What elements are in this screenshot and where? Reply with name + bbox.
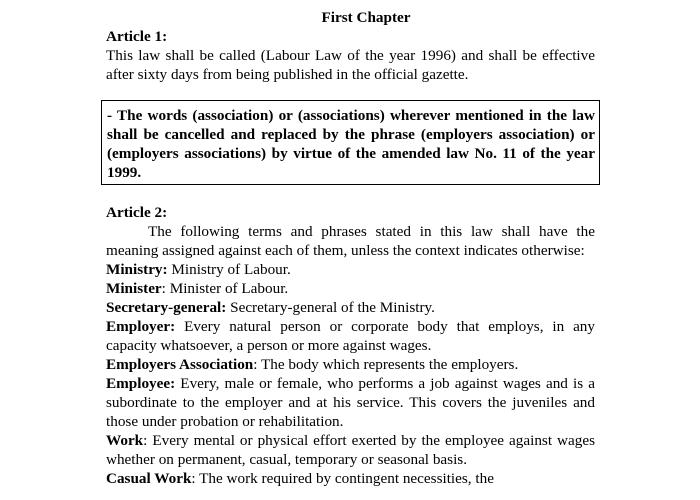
definition-item: [106, 431, 595, 469]
definition-item: [106, 355, 595, 374]
definition-text: : Minister of Labour.: [161, 280, 289, 297]
article-1: [106, 27, 595, 84]
definition-term: Employers Association: [106, 356, 254, 373]
definition-text: Secretary-general of the Ministry.: [226, 299, 435, 316]
article-2: [106, 203, 595, 488]
definition-term: Employee:: [106, 375, 176, 392]
article-2-heading: Article 2:: [106, 204, 168, 221]
definition-text: : Every mental or physical effort exerted by the employee against wages whether on permanent, casual, temporary or seasonal basis.: [106, 432, 595, 468]
chapter-title: First Chapter: [321, 9, 411, 26]
amendment-notice-text: - The words (association) or (associations) wherever mentioned in the law shall be cancelled and replaced by the phrase (employers association) or (employers associations) by virtue of the amended law No. 11 of the year 1999.: [107, 107, 595, 181]
definition-term: Casual Work: [106, 470, 192, 487]
definition-item: [106, 279, 595, 298]
definition-item: [106, 317, 595, 355]
definition-item: [106, 260, 595, 279]
definition-item: [106, 374, 595, 431]
definition-item: [106, 298, 595, 317]
definition-term: Ministry:: [106, 261, 168, 278]
definition-term: Employer:: [106, 318, 176, 335]
definition-text: Every, male or female, who performs a job against wages and is a subordinate to the employer and at his service. This covers the juveniles and those under probation or rehabilitation.: [106, 375, 595, 430]
definition-text: Every natural person or corporate body that employs, in any capacity whatsoever, a person or more against wages.: [106, 318, 595, 354]
definition-text: Ministry of Labour.: [167, 261, 291, 278]
definition-term: Minister: [106, 280, 162, 297]
definition-text: : The work required by contingent necessities, the: [191, 470, 494, 487]
definition-term: Work: [106, 432, 144, 449]
article-2-intro: The following terms and phrases stated in this law shall have the meaning assigned against each of them, unless the context indicates otherwise:: [106, 223, 595, 259]
definition-text: : The body which represents the employers.: [253, 356, 519, 373]
definition-term: Secretary-general:: [106, 299, 227, 316]
article-1-text: This law shall be called (Labour Law of the year 1996) and shall be effective after sixty days from being published in the official gazette.: [106, 47, 595, 83]
article-1-heading: Article 1:: [106, 28, 168, 45]
amendment-notice-box: [101, 100, 600, 185]
definition-item: [106, 469, 595, 488]
